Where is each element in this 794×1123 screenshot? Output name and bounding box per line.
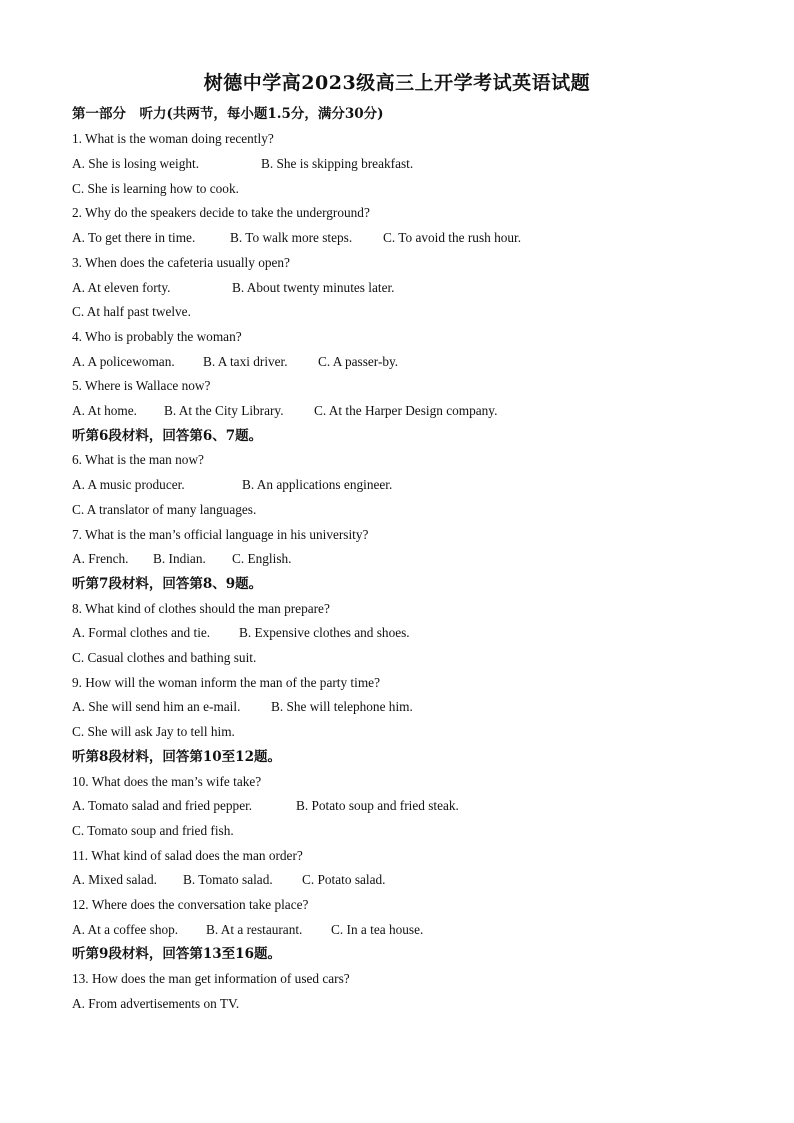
option-a: A. Tomato salad and fried pepper. (72, 798, 253, 813)
option-c: C. Casual clothes and bathing suit. (72, 650, 257, 665)
option-c: C. In a tea house. (331, 922, 424, 937)
option-a: A. French. (72, 551, 129, 566)
question-3: 3. When does the cafeteria usually open? (72, 255, 290, 270)
option-c: C. A passer-by. (318, 354, 399, 369)
question-9: 9. How will the woman inform the man of the party time? (72, 675, 380, 690)
part1-heading: 第一部分 听力(共两节，每小题1.5分，满分30分) (72, 106, 384, 122)
question-8: 8. What kind of clothes should the man prepare? (72, 601, 330, 616)
question-9-options (72, 698, 413, 716)
section-9-heading: 听第9段材料，回答第13至16题。 (72, 946, 281, 962)
question-10: 10. What does the man’s wife take? (72, 774, 262, 789)
question-6: 6. What is the man now? (72, 452, 204, 467)
question-1-options (72, 155, 413, 173)
option-a: A. From advertisements on TV. (72, 996, 240, 1011)
option-c: C. At half past twelve. (72, 304, 191, 319)
option-b: B. She is skipping breakfast. (261, 156, 414, 171)
option-b: B. At the City Library. (164, 403, 284, 418)
question-4: 4. Who is probably the woman? (72, 329, 242, 344)
option-b: B. Tomato salad. (183, 872, 273, 887)
question-3-options (72, 279, 395, 297)
option-a: A. She will send him an e-mail. (72, 699, 241, 714)
question-1: 1. What is the woman doing recently? (72, 131, 274, 146)
page-title: 树德中学高2023级高三上开学考试英语试题 (203, 72, 591, 94)
question-12: 12. Where does the conversation take place? (72, 897, 309, 912)
question-11-options (72, 871, 385, 889)
option-a: A. At eleven forty. (72, 280, 171, 295)
question-12-options (72, 921, 423, 939)
option-b: B. To walk more steps. (230, 230, 353, 245)
option-b: B. Expensive clothes and shoes. (239, 625, 410, 640)
question-7: 7. What is the man’s official language in his university? (72, 527, 369, 542)
option-c: C. Tomato soup and fried fish. (72, 823, 234, 838)
option-c: C. Potato salad. (302, 872, 386, 887)
section-6-heading: 听第6段材料，回答第6、7题。 (72, 428, 263, 444)
question-6-options (72, 476, 392, 494)
question-7-options (72, 550, 291, 568)
option-b: B. Indian. (153, 551, 206, 566)
question-8-options (72, 624, 410, 642)
option-b: B. An applications engineer. (242, 477, 393, 492)
option-b: B. A taxi driver. (203, 354, 288, 369)
question-4-options (72, 353, 398, 371)
option-a: A. Mixed salad. (72, 872, 157, 887)
option-b: B. At a restaurant. (206, 922, 303, 937)
question-10-options (72, 797, 459, 815)
option-b: B. About twenty minutes later. (232, 280, 395, 295)
option-a: A. To get there in time. (72, 230, 196, 245)
option-c: C. She is learning how to cook. (72, 181, 239, 196)
option-a: A. A policewoman. (72, 354, 175, 369)
option-c: C. To avoid the rush hour. (383, 230, 522, 245)
section-8-heading: 听第8段材料，回答第10至12题。 (72, 749, 281, 765)
option-c: C. She will ask Jay to tell him. (72, 724, 235, 739)
option-c: C. English. (232, 551, 292, 566)
option-a: A. At a coffee shop. (72, 922, 179, 937)
option-b: B. Potato soup and fried steak. (296, 798, 459, 813)
option-c: C. At the Harper Design company. (314, 403, 498, 418)
section-7-heading: 听第7段材料，回答第8、9题。 (72, 576, 263, 592)
question-2: 2. Why do the speakers decide to take the underground? (72, 205, 370, 220)
question-2-options (72, 229, 521, 247)
option-a: A. A music producer. (72, 477, 185, 492)
option-c: C. A translator of many languages. (72, 502, 257, 517)
question-5: 5. Where is Wallace now? (72, 378, 211, 393)
option-a: A. She is losing weight. (72, 156, 200, 171)
option-a: A. At home. (72, 403, 138, 418)
question-5-options (72, 402, 497, 420)
option-a: A. Formal clothes and tie. (72, 625, 211, 640)
question-11: 11. What kind of salad does the man order? (72, 848, 303, 863)
option-b: B. She will telephone him. (271, 699, 413, 714)
question-13: 13. How does the man get information of used cars? (72, 971, 350, 986)
